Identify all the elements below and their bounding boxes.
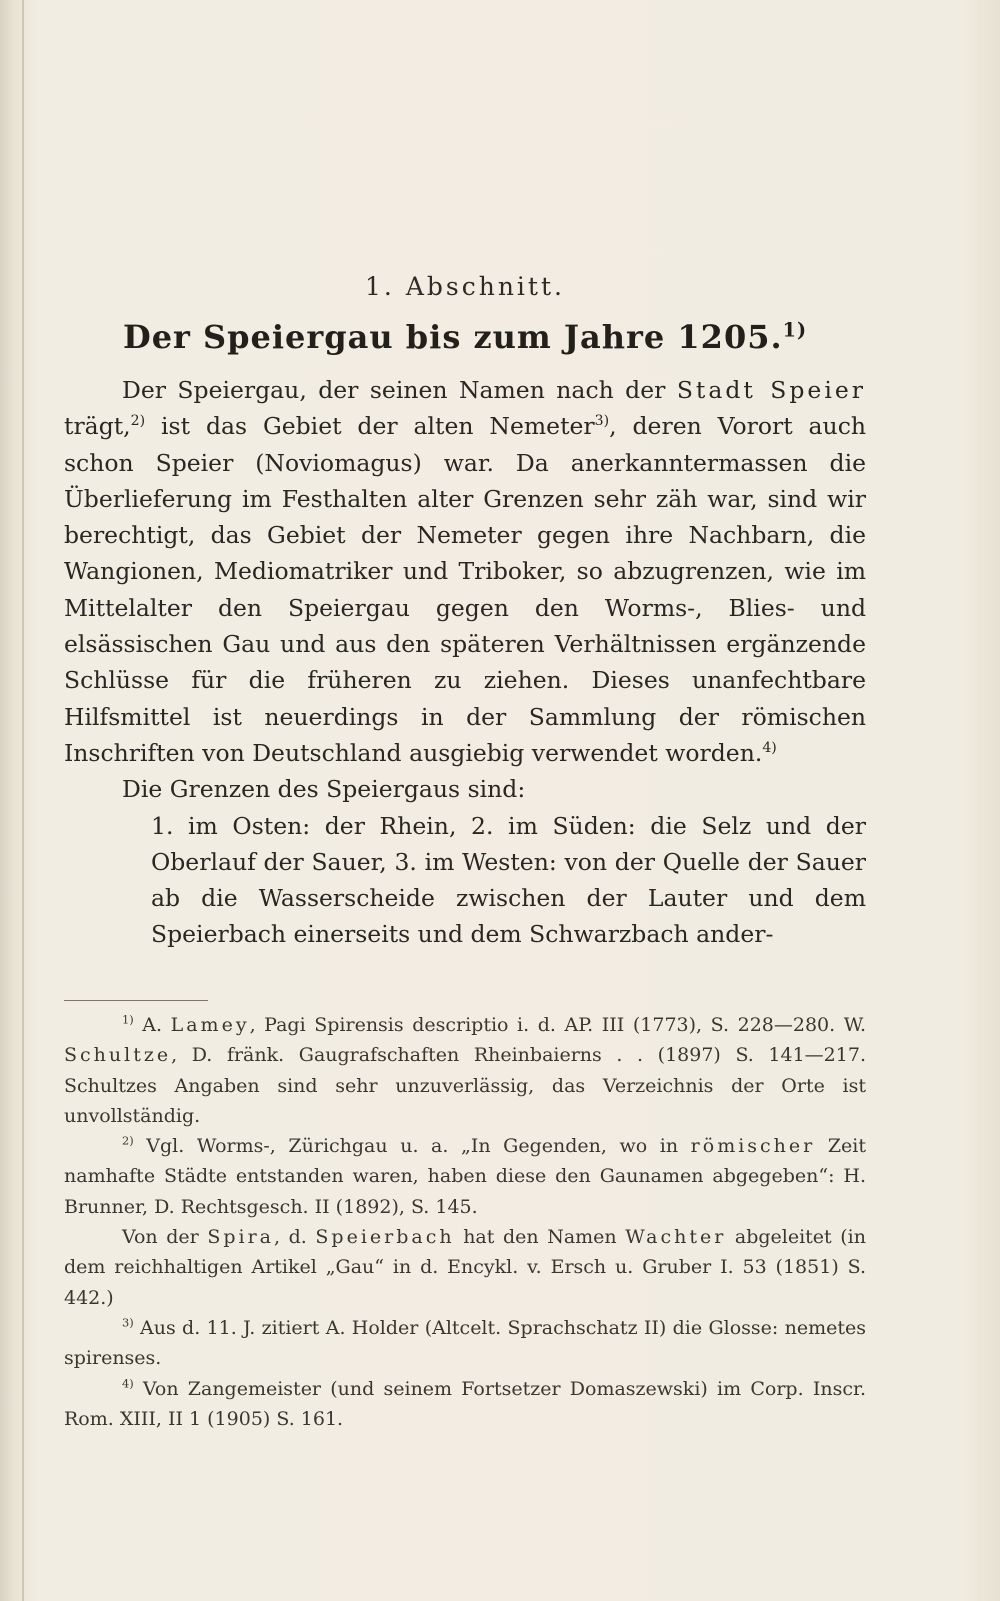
footnote-mark: 4) (122, 1376, 134, 1391)
page-spine-shadow (22, 0, 24, 1601)
footnote-divider (64, 1000, 208, 1001)
footnote-ref-4: 4) (762, 740, 777, 757)
text-run: abgeleitet (in dem reichhaltigen Artikel „Gau“ in d. Encykl. v. Ersch u. Gruber I. 53 (1851) S. 442.) (64, 1226, 866, 1309)
text-run: , D. fränk. Gaugrafschaften Rheinbaierns . . (1897) S. 141—217. Schultzes Angaben sind sehr unzuverlässig, das Verzeichnis der Orte ist unvollständig. (64, 1044, 866, 1127)
spaced-text: Lamey (170, 1014, 250, 1036)
paragraph-borders-intro: Die Grenzen des Speiergaus sind: (122, 775, 526, 804)
text-run: A. (133, 1014, 171, 1036)
spaced-text: Wachter (625, 1226, 727, 1249)
chapter-title-text: Der Speiergau bis zum Jahre 1205. (122, 318, 783, 356)
text-run: , deren Vorort auch schon Speier (Noviomagus) war. Da anerkanntermassen die Überlieferung im Festhalten alter Grenzen sehr zäh war, sind wir berechtigt, das Gebiet der Nemeter gegen ihre Nachbarn, die Wangionen, Mediomatriker und Triboker, so abzugrenzen, wie im Mittelalter den Speiergau gegen den Worms-, Blies- und elsässischen Gau und aus den späteren Verhältnissen ergänzende Schlüsse für die früheren zu ziehen. Dieses unanfechtbare Hilfsmittel ist neuerdings in der Sammlung der römischen Inschriften von Deutschland ausgiebig verwendet worden. (64, 412, 866, 767)
section-heading: 1. Abschnitt. (365, 272, 565, 301)
text-run: Von Zangemeister (und seinem Fortsetzer Domaszewski) im Corp. Inscr. Rom. XIII, II 1 (1905) S. 161. (64, 1377, 866, 1430)
spaced-text: Speierbach (315, 1226, 455, 1249)
footnote-mark: 1) (122, 1012, 134, 1027)
paragraph-intro (64, 372, 866, 771)
text-run: , Pagi Spirensis descriptio i. d. AP. III (1773), S. 228—280. W. (249, 1014, 866, 1036)
spaced-text: römischer (690, 1135, 816, 1158)
spaced-text: Spira (207, 1226, 274, 1249)
text-run: hat den Namen (454, 1226, 626, 1249)
text-run: Zeit namhafte Städte entstanden waren, haben diese den Gaunamen abgegeben“: H. Brunner, D. Rechtsgesch. II (1892), S. 145. (64, 1135, 866, 1218)
footnotes (64, 1010, 866, 1434)
text-run: , d. (273, 1226, 316, 1249)
main-text (64, 372, 866, 953)
spaced-text: Stadt Speier (676, 376, 866, 404)
footnote-2 (64, 1131, 866, 1222)
footnote-mark: 2) (122, 1133, 134, 1148)
text-run: Der Speiergau, der seinen Namen nach der (122, 376, 677, 404)
footnote-2-continued (64, 1222, 866, 1313)
footnote-3 (64, 1313, 866, 1374)
text-run: ist das Gebiet der alten Nemeter (145, 412, 595, 441)
footnote-1 (64, 1010, 866, 1131)
text-run: Aus d. 11. J. zitiert A. Holder (Altcelt. Sprachschatz II) die Glosse: nemetes spirenses. (64, 1316, 866, 1370)
footnote-ref-3: 3) (594, 413, 610, 430)
spaced-text: Schultze (64, 1044, 172, 1067)
footnote-mark: 3) (122, 1315, 134, 1330)
text-run: trägt, (64, 412, 131, 441)
footnote-ref-2: 2) (130, 413, 146, 430)
chapter-title (64, 318, 866, 356)
footnote-ref-1: 1) (782, 318, 808, 342)
text-run: Vgl. Worms-, Zürichgau u. a. „In Gegenden, wo in (133, 1135, 691, 1158)
paragraph-borders-list: 1. im Osten: der Rhein, 2. im Süden: die Selz und der Oberlauf der Sauer, 3. im Westen: von der Quelle der Sauer ab die Wasserscheide zwischen der Lauter und dem Speierbach einerseits und dem Schwarzbach ander- (151, 811, 866, 949)
footnote-4 (64, 1374, 866, 1435)
text-run: Von der (122, 1226, 208, 1249)
